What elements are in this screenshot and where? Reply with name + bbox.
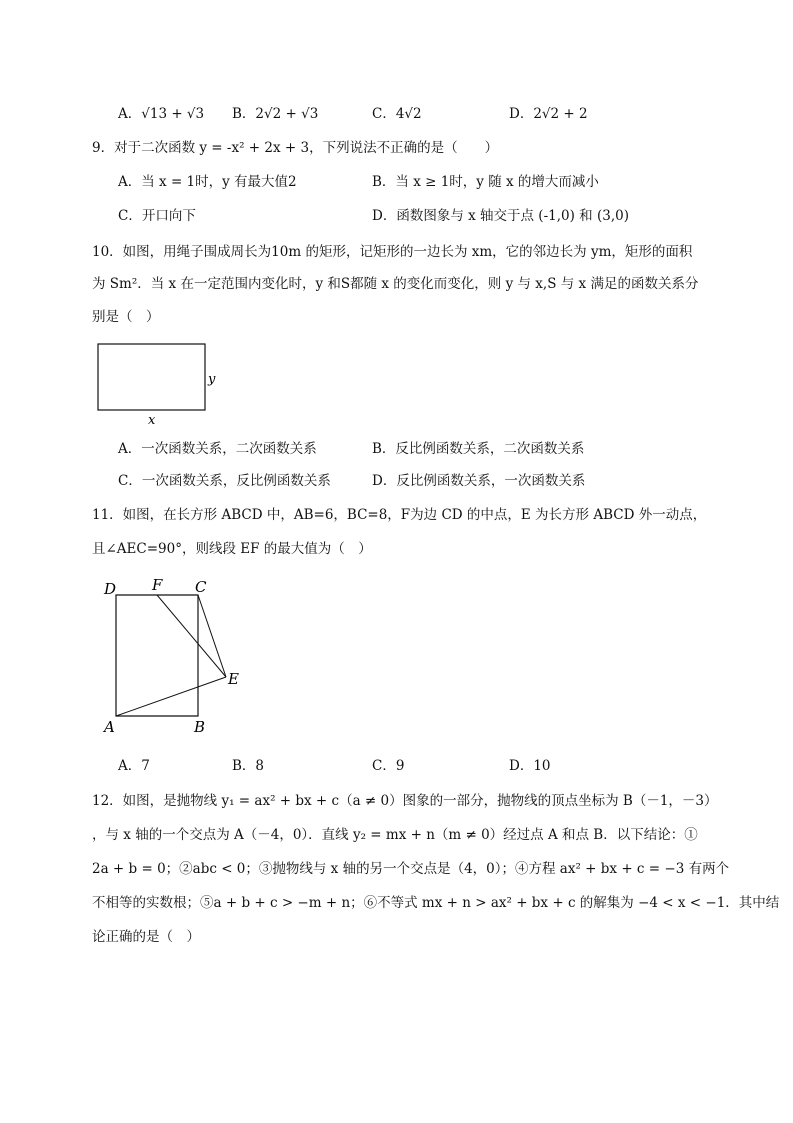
point-label-d: D <box>104 580 117 598</box>
q10-rectangle-figure <box>90 338 230 430</box>
q10-option-b: B．反比例函数关系，二次函数关系 <box>372 441 585 457</box>
point-label-a: A <box>104 718 115 736</box>
q12-line-5: 论正确的是（ ） <box>92 929 200 945</box>
q10-line-2: 为 Sm²．当 x 在一定范围内变化时，y 和S都随 x 的变化而变化，则 y 与 x,S 与 x 满足的函数关系分 <box>92 276 699 292</box>
q11-option-d: D．10 <box>509 758 551 774</box>
q8-option-b: B．2√2 + √3 <box>232 106 319 122</box>
segment-ae <box>116 677 226 716</box>
rectangle-shape <box>98 344 205 410</box>
q10-option-a: A．一次函数关系，二次函数关系 <box>118 441 317 457</box>
q9-stem: 9．对于二次函数 y = -x² + 2x + 3，下列说法不正确的是（ ） <box>92 140 499 156</box>
q12-line-3: 2a + b = 0；②abc < 0；③抛物线与 x 轴的另一个交点是（4，0）；④方程 ax² + bx + c = −3 有两个 <box>92 861 730 877</box>
point-label-b: B <box>194 718 206 736</box>
rect-label-x: x <box>148 413 156 428</box>
q10-line-3: 别是（ ） <box>92 309 160 325</box>
q11-option-b: B．8 <box>232 758 265 774</box>
q11-line-1: 11．如图，在长方形 ABCD 中，AB=6，BC=8，F为边 CD 的中点，E 为长方形 ABCD 外一动点， <box>92 507 707 523</box>
rect-label-y: y <box>208 372 216 387</box>
rectangle-abcd <box>116 595 198 716</box>
q8-option-c: C．4√2 <box>372 106 422 122</box>
q9-option-a: A．当 x = 1时，y 有最大值2 <box>118 174 297 190</box>
point-label-e: E <box>228 670 239 688</box>
q9-option-c: C．开口向下 <box>118 208 196 224</box>
segment-ce <box>198 595 226 677</box>
q11-option-a: A．7 <box>118 758 150 774</box>
q10-option-c: C．一次函数关系，反比例函数关系 <box>118 473 331 489</box>
point-label-f: F <box>152 576 163 594</box>
q12-line-4: 不相等的实数根；⑤a + b + c > −m + n；⑥不等式 mx + n > ax² + bx + c 的解集为 −4 < x < −1．其中结 <box>92 895 780 911</box>
point-label-c: C <box>195 578 207 596</box>
q9-option-d: D．函数图象与 x 轴交于点 (-1,0) 和 (3,0) <box>372 208 629 224</box>
q11-line-2: 且∠AEC=90°，则线段 EF 的最大值为（ ） <box>92 541 372 557</box>
q8-option-a: A．√13 + √3 <box>118 106 205 122</box>
q12-line-2: ，与 x 轴的一个交点为 A（－4，0）．直线 y₂ = mx + n（m ≠ 0）经过点 A 和点 B．以下结论：① <box>92 827 698 843</box>
q11-geometry-figure <box>98 572 258 744</box>
q10-line-1: 10．如图，用绳子围成周长为10m 的矩形，记矩形的一边长为 xm，它的邻边长为 ym，矩形的面积 <box>92 244 693 260</box>
q9-option-b: B．当 x ≥ 1时，y 随 x 的增大而减小 <box>372 174 599 190</box>
q10-option-d: D．反比例函数关系，一次函数关系 <box>372 473 586 489</box>
q11-option-c: C．9 <box>372 758 405 774</box>
q12-line-1: 12．如图，是抛物线 y₁ = ax² + bx + c（a ≠ 0）图象的一部分，抛物线的顶点坐标为 B（－1，－3） <box>92 793 718 809</box>
segment-fe <box>157 595 226 677</box>
q8-option-d: D．2√2 + 2 <box>509 106 588 122</box>
